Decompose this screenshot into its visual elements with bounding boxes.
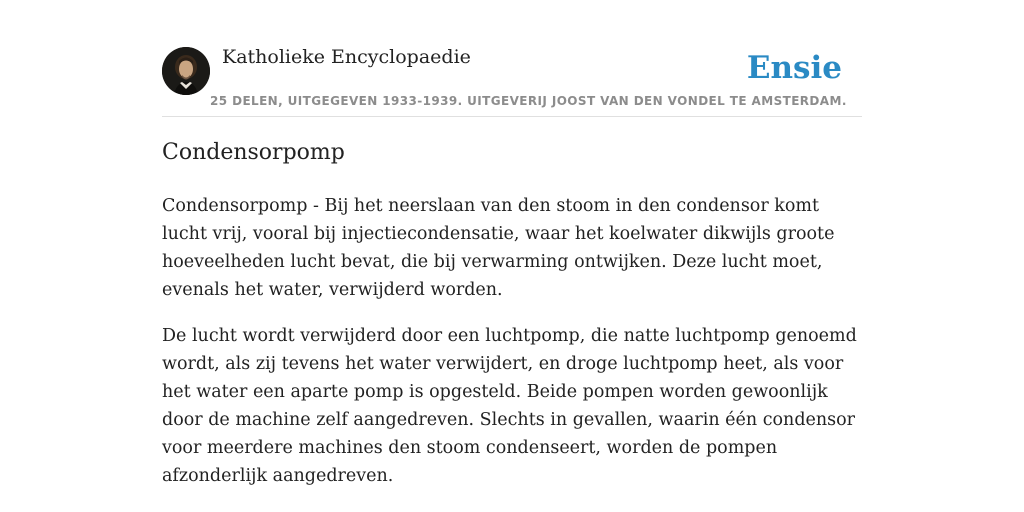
article-body — [162, 192, 862, 508]
source-avatar[interactable] — [162, 47, 210, 95]
portrait-icon — [162, 47, 210, 95]
article-title: Condensorpomp — [162, 140, 345, 165]
article-paragraph: De lucht wordt verwijderd door een luchtpomp, die natte luchtpomp genoemd wordt, als zij tevens het water verwijdert, en droge luchtpomp heet, als voor het water een aparte pomp is opgesteld. Beide pompen worden gewoonlijk door de machine zelf aangedreven. Slechts in gevallen, waarin één condensor voor meerdere machines den stoom condenseert, worden de pompen afzonderlijk aangedreven. — [162, 326, 857, 486]
source-title[interactable]: Katholieke Encyclopaedie — [222, 46, 471, 68]
source-header — [162, 40, 862, 117]
brand-logo[interactable]: Ensie — [746, 50, 842, 86]
article-paragraph: Condensorpomp - Bij het neerslaan van den stoom in den condensor komt lucht vrij, vooral bij injectiecondensatie, waar het koelwater dikwijls groote hoeveelheden lucht bevat, die bij verwarming ontwijken. Deze lucht moet, evenals het water, verwijderd worden. — [162, 196, 835, 300]
source-meta: 25 DELEN, UITGEGEVEN 1933-1939. UITGEVERIJ JOOST VAN DEN VONDEL TE AMSTERDAM. — [210, 94, 847, 108]
